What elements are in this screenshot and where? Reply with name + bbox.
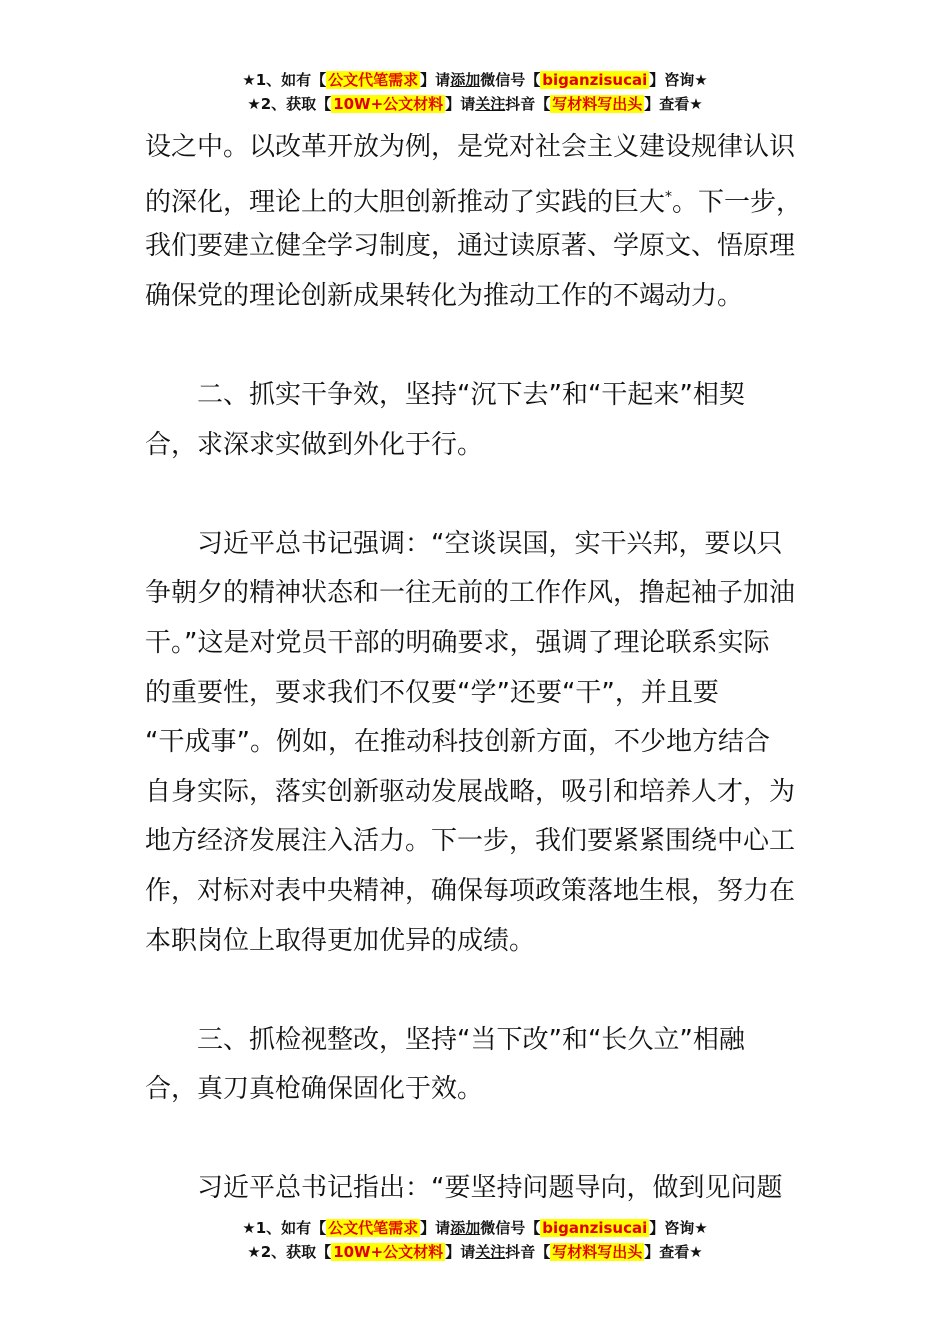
promo-underline: 添加 xyxy=(450,1219,481,1237)
section-heading: 三、抓检视整改，坚持“当下改”和“长久立”相融 xyxy=(145,1024,745,1055)
footnote-mark: * xyxy=(665,188,673,205)
text-segment: 。下一步， xyxy=(672,187,803,218)
promo-text: ★2、获取【 xyxy=(247,95,332,113)
text-line: 设之中。以改革开放为例，是党对社会主义建设规律认识 xyxy=(145,132,796,162)
promo-text: 】请 xyxy=(420,71,451,89)
text-line: 习近平总书记指出：“要坚持问题导向，做到见问题 xyxy=(145,1173,783,1204)
promo-text: 】咨询★ xyxy=(649,71,708,89)
text-line: 作，对标对表中央精神，确保每项政策落地生根，努力在 xyxy=(145,875,796,906)
promo-banner-bottom xyxy=(0,1216,950,1264)
promo-text: ★1、如有【 xyxy=(242,1219,327,1237)
text-line: 的重要性，要求我们不仅要“学”还要“干”，并且要 xyxy=(145,677,719,708)
promo-line-2 xyxy=(0,92,950,116)
promo-text: 抖音【 xyxy=(505,95,551,113)
promo-text: 】请 xyxy=(445,95,476,113)
text-line: 我们要建立健全学习制度，通过读原著、学原文、悟原理 xyxy=(145,231,796,262)
promo-text: 】查看★ xyxy=(644,1243,703,1261)
promo-text: 】查看★ xyxy=(644,95,703,113)
promo-douyin-id: 写材料写出头 xyxy=(552,1243,643,1261)
promo-underline: 关注 xyxy=(475,1243,506,1261)
text-line: 争朝夕的精神状态和一往无前的工作作风，撸起袖子加油 xyxy=(145,578,796,609)
promo-line-1 xyxy=(0,1216,950,1240)
promo-highlight: 公文代笔需求 xyxy=(328,71,419,89)
promo-line-1 xyxy=(0,68,950,92)
promo-underline: 关注 xyxy=(475,95,506,113)
promo-wechat-id: biganzisucai xyxy=(542,71,648,89)
text-line: 自身实际，落实创新驱动发展战略，吸引和培养人才，为 xyxy=(145,776,796,807)
promo-line-2 xyxy=(0,1240,950,1264)
promo-douyin-id: 写材料写出头 xyxy=(552,95,643,113)
promo-underline: 添加 xyxy=(450,71,481,89)
section-heading: 二、抓实干争效，坚持“沉下去”和“干起来”相契 xyxy=(145,379,745,410)
text-line: 地方经济发展注入活力。下一步，我们要紧紧围绕中心工 xyxy=(145,826,796,857)
promo-text: 】咨询★ xyxy=(649,1219,708,1237)
text-line: 本职岗位上取得更加优异的成绩。 xyxy=(145,925,536,956)
section-heading: 合，真刀真枪确保固化于效。 xyxy=(145,1074,484,1105)
promo-highlight: 10W+公文材料 xyxy=(333,95,444,113)
promo-banner-top xyxy=(0,68,950,116)
promo-wechat-id: biganzisucai xyxy=(542,1219,648,1237)
promo-text: 】请 xyxy=(420,1219,451,1237)
promo-text: 微信号【 xyxy=(480,1219,541,1237)
promo-text: 抖音【 xyxy=(505,1243,551,1261)
promo-text: 微信号【 xyxy=(480,71,541,89)
text-line: 确保党的理论创新成果转化为推动工作的不竭动力。 xyxy=(145,280,744,311)
text-line: “干成事”。例如，在推动科技创新方面，不少地方结合 xyxy=(145,727,770,758)
text-line: 干。”这是对党员干部的明确要求，强调了理论联系实际 xyxy=(145,627,770,658)
document-body xyxy=(145,123,807,1214)
promo-text: 】请 xyxy=(445,1243,476,1261)
text-line: 习近平总书记强调：“空谈误国，实干兴邦，要以只 xyxy=(145,528,783,559)
promo-highlight: 公文代笔需求 xyxy=(328,1219,419,1237)
promo-text: ★2、获取【 xyxy=(247,1243,332,1261)
section-heading: 合，求深求实做到外化于行。 xyxy=(145,429,484,460)
promo-text: ★1、如有【 xyxy=(242,71,327,89)
text-line xyxy=(145,173,807,223)
text-segment: 的深化，理论上的大胆创新推动了实践的巨大 xyxy=(145,187,666,218)
promo-highlight: 10W+公文材料 xyxy=(333,1243,444,1261)
